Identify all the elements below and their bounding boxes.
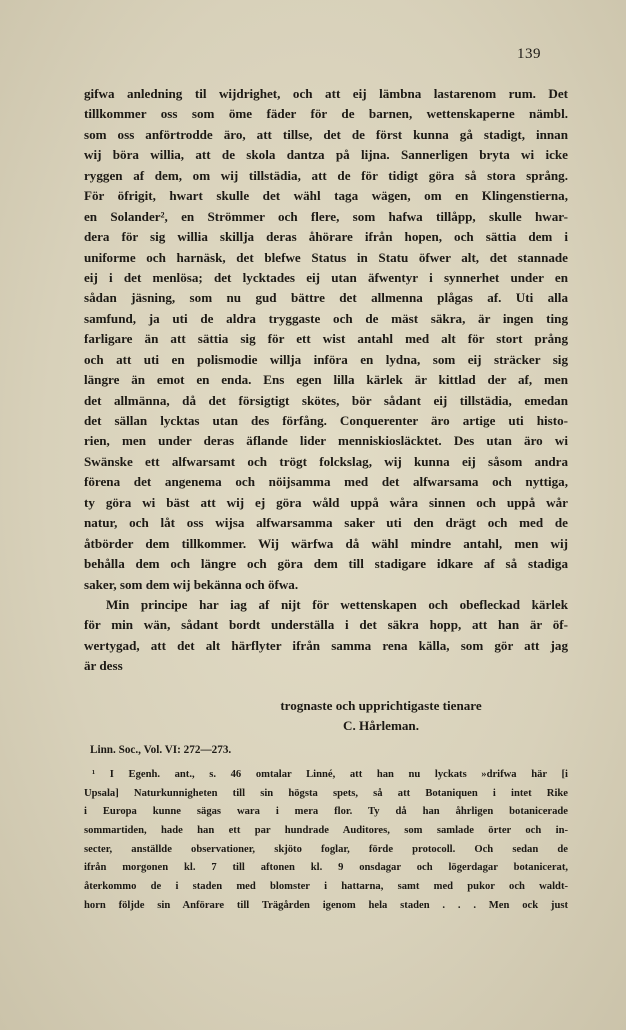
- body-line: rien, men under deras äflande lider menniskiosläcktet. Des utan äro wi: [84, 433, 568, 449]
- body-line: behålla dem och längre och göra dem till stadigare idkare af så stadiga: [84, 556, 568, 572]
- body-line: farligare än att sättia sig för ett wist antahl med alt för stort prång: [84, 331, 568, 347]
- body-line: det sällan lycktas utan des förfång. Conquerenter äro artige uti histo-: [84, 413, 568, 428]
- footnote-line: ¹ I Egenh. ant., s. 46 omtalar Linné, att han nu lyckats »drifwa här [i: [92, 769, 568, 780]
- body-line: som oss anförtrodde äro, att tillse, det de först kunna gå stadigt, innan: [84, 126, 568, 142]
- letter-closing: [84, 696, 568, 736]
- source-reference: Linn. Soc., Vol. VI: 272—273.: [90, 744, 232, 756]
- body-line: saker, som dem wij bekänna och öfwa.: [84, 576, 299, 592]
- body-line: för min wän, sådant bordt underställa i det säkra hopp, att han är öf-: [84, 617, 568, 633]
- body-line: Swänske ett alfwarsamt och trögt folckslag, wij kunna eij såsom andra: [84, 453, 568, 469]
- footnote-line: i Europa kunne sägas wara i mera flor. Ty då han åhrligen botanicerade: [84, 806, 568, 818]
- body-line: eij i det menlösa; det lycktades eij utan äfwentyr i synnerhet under en: [84, 269, 568, 285]
- body-line: gifwa anledning til wijdrighet, och att eij lämbna lastarenom rum. Det: [84, 86, 568, 101]
- closing-signature: C. Hårleman.: [342, 718, 419, 733]
- body-line: åtbörder dem tillkommer. Wij wärfwa då wähl mindre antahl, men wij: [84, 535, 568, 551]
- footnote-line: secter, anställde observationer, skjöto foglar, förde protocoll. Och sedan de: [84, 843, 568, 855]
- footnote-line: återkommo de i staden med blomster i hattarna, samt med pukor och waldt-: [84, 881, 568, 893]
- body-line: det allmänna, då det försigtigt skötes, bör sådant eij tillstädia, emedan: [84, 392, 568, 408]
- body-line: förena det angenema och nöijsamma med det alfwarsama och nyttiga,: [84, 474, 568, 490]
- body-line: natur, och låt oss wijsa alfwarsamma saker uti den drägt och med de: [84, 515, 568, 531]
- footnote: [84, 766, 568, 916]
- footnote-line: horn följde sin Anförare till Trägården igenom hela staden . . . Men ock just: [84, 899, 568, 911]
- footnote-line: ifrån morgonen kl. 7 till aftonen kl. 9 onsdagar och lögerdagar botanicerat,: [84, 862, 568, 874]
- body-line: wij böra willia, att de skola dantza på lijna. Sannerligen bryta wi icke: [84, 147, 568, 163]
- body-line: längre än emot en enda. Ens egen lilla kärlek är kittlad der af, men: [84, 372, 568, 388]
- closing-salutation: trognaste och upprichtigaste tienare: [280, 698, 482, 713]
- body-line: ty göra wi bäst att wij ej göra wåld uppå wåra sinnen och uppå wår: [84, 494, 568, 510]
- body-line: För öfrigit, hwart skulle det wähl taga wägen, om en Klingenstierna,: [84, 188, 568, 204]
- body-line: dera för sig willia skillja deras åhörare ifrån hopen, och sättia dem i: [84, 229, 568, 245]
- body-line: sådan jäsning, som nu gud bättre det allmenna plågas af. Uti alla: [84, 290, 568, 306]
- body-line: wertygad, att det alt härflyter ifrån samma rena källa, som gör att jag: [84, 637, 568, 653]
- page-number: 139: [517, 46, 541, 62]
- body-line: ryggen af dem, om wij tillstädia, att de för tidigt göra så stora språng.: [84, 167, 568, 183]
- body-line: Min principe har iag af nijt för wettenskapen och obefleckad kärlek: [106, 596, 568, 612]
- body-line: en Solander², en Strömmer och flere, som hafwa tillåpp, skulle hwar-: [84, 208, 568, 224]
- footnote-line: Upsala] Naturkunnigheten till sin högsta spets, så att Botaniquen i intet Rike: [84, 787, 568, 799]
- letter-body: [84, 84, 568, 677]
- body-line: samfund, ja uti de aldra tryggaste och de mäst säkra, är ingen ting: [84, 310, 568, 326]
- body-line: uniforme och harnäsk, det blefwe Status in Statu öfwer alt, det stannade: [84, 249, 568, 265]
- footnote-line: sommartiden, hade han ett par hundrade Auditores, som samlade örter och in-: [84, 825, 568, 837]
- body-line: är dess: [84, 658, 123, 674]
- body-line: tillkommer oss som öme fäder för de barnen, wettenskaperne nämbl.: [84, 106, 568, 122]
- body-line: och att uti en polismodie willja införa en lydna, som eij sträcker sig: [84, 351, 568, 367]
